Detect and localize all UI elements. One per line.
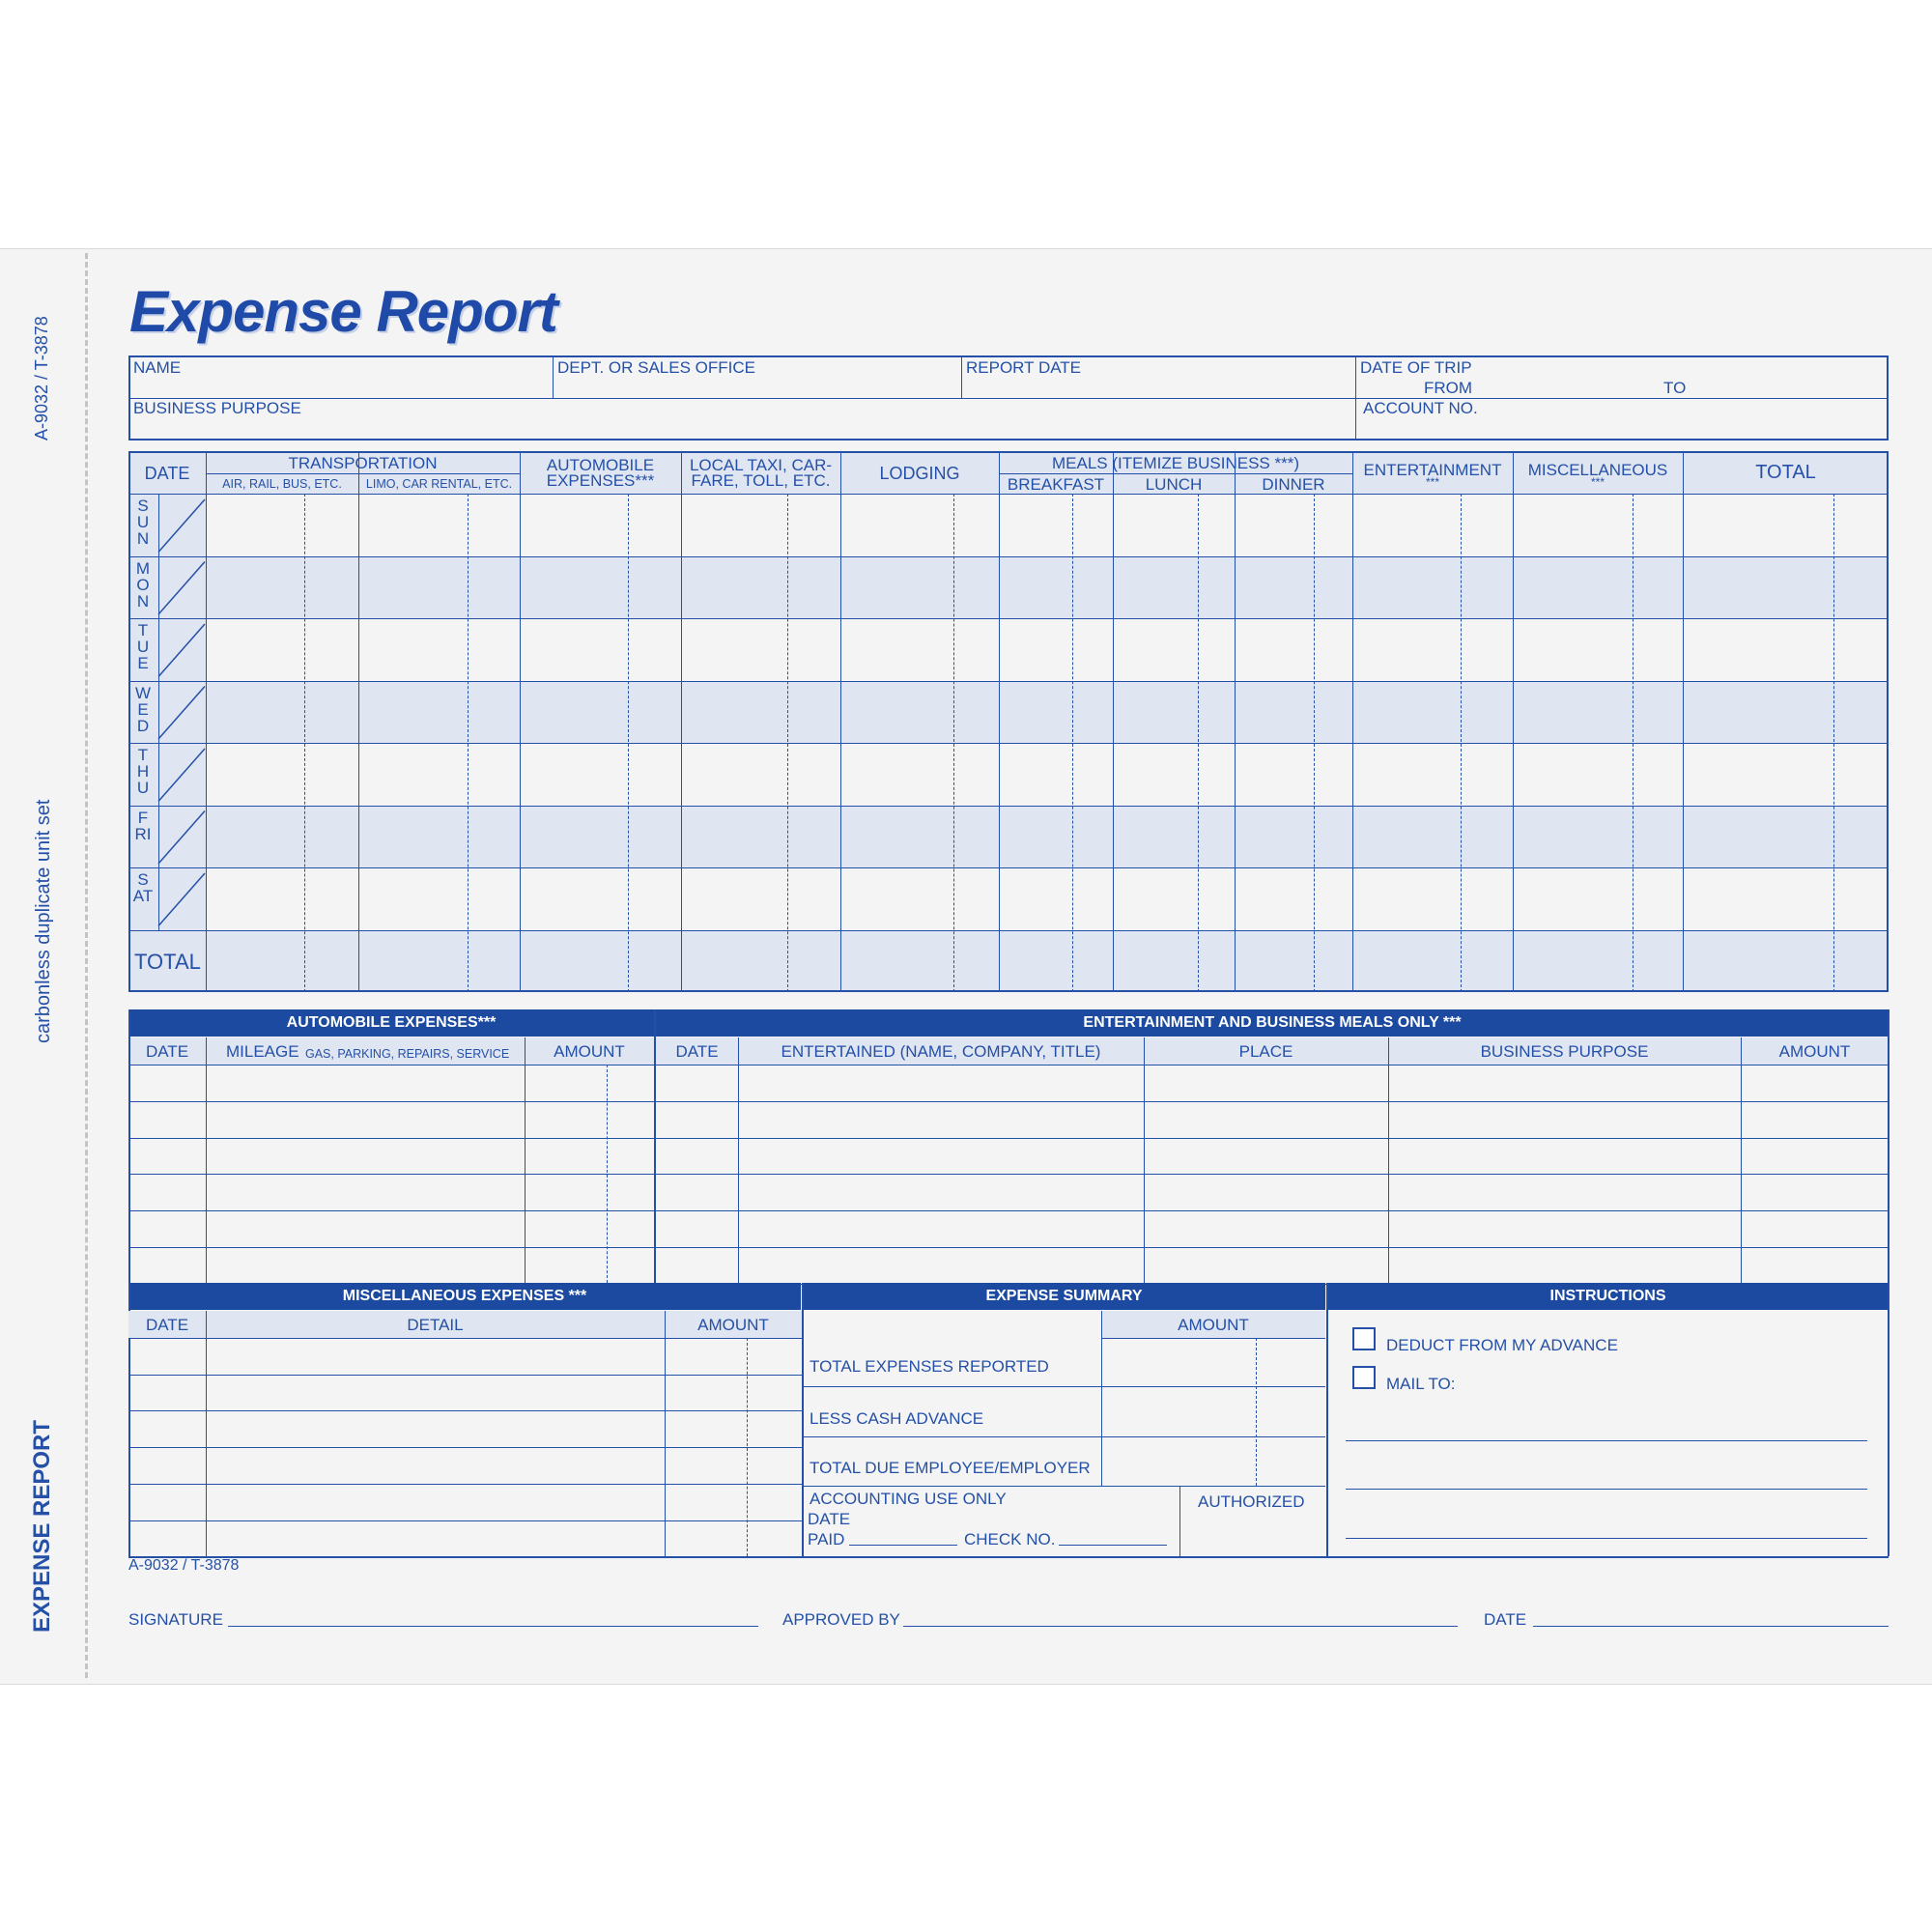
cents-separator	[787, 494, 788, 992]
total-row-label: TOTAL	[134, 949, 201, 974]
authorized-divider	[1179, 1486, 1180, 1556]
misc-row-line	[128, 1375, 802, 1376]
misc-amount-header: AMOUNT	[697, 1316, 769, 1334]
header-sep	[961, 355, 962, 398]
mid-row-line	[128, 1247, 1889, 1248]
header-sep	[553, 355, 554, 398]
header-air-rail: AIR, RAIL, BUS, ETC.	[222, 477, 342, 491]
header-transportation: TRANSPORTATION	[288, 454, 438, 472]
auto-amount-header: AMOUNT	[554, 1042, 625, 1061]
mid-column-line	[1741, 1037, 1742, 1283]
grid-row-line	[128, 806, 1889, 807]
mail-address-line[interactable]	[1346, 1489, 1867, 1490]
instructions-section-title: INSTRUCTIONS	[1327, 1283, 1889, 1310]
auto-section-title: AUTOMOBILE EXPENSES***	[128, 1009, 654, 1037]
cents-separator	[1633, 494, 1634, 992]
auto-date-header: DATE	[145, 1042, 189, 1061]
header-dinner: DINNER	[1262, 475, 1325, 494]
grid-column-line	[1235, 451, 1236, 992]
grid-row-line	[128, 867, 1889, 868]
mid-row-line	[128, 1138, 1889, 1139]
summary-amount-header: AMOUNT	[1178, 1316, 1249, 1334]
header-total: TOTAL	[1755, 462, 1816, 483]
signature-label: SIGNATURE	[128, 1610, 223, 1629]
bottom-right-border	[1888, 1283, 1889, 1556]
ent-purpose-header: BUSINESS PURPOSE	[1480, 1042, 1649, 1061]
approved-by-label: APPROVED BY	[782, 1610, 900, 1629]
grid-column-line	[206, 451, 207, 992]
header-taxi-1: LOCAL TAXI, CAR-	[689, 456, 833, 474]
check-no-line[interactable]	[1059, 1545, 1167, 1546]
mid-row-line	[128, 1210, 1889, 1211]
sub-header-line	[999, 473, 1352, 474]
mail-address-line[interactable]	[1346, 1440, 1867, 1441]
account-no-field-label[interactable]: ACCOUNT NO.	[1363, 399, 1478, 417]
total-expenses-reported-label: TOTAL EXPENSES REPORTED	[810, 1357, 1049, 1376]
header-entertainment-stars: ***	[1425, 475, 1439, 489]
mail-address-line[interactable]	[1346, 1538, 1867, 1539]
ent-amount-header: AMOUNT	[1778, 1042, 1851, 1061]
deduct-checkbox[interactable]	[1352, 1327, 1376, 1350]
name-field-label[interactable]: NAME	[133, 358, 182, 377]
day-label-thu: THU	[136, 746, 150, 797]
summary-instructions-divider	[1326, 1283, 1328, 1556]
grid-column-line	[520, 451, 521, 992]
mid-column-line	[206, 1037, 207, 1283]
summary-amount-header-bottom	[1101, 1338, 1325, 1339]
deduct-label: DEDUCT FROM MY ADVANCE	[1386, 1336, 1618, 1354]
misc-row-line	[128, 1520, 802, 1521]
header-misc-stars: ***	[1590, 475, 1605, 489]
grid-column-line	[1352, 451, 1353, 992]
grid-row-line	[128, 618, 1889, 619]
grid-row-line	[128, 930, 1889, 931]
mid-column-line	[525, 1037, 526, 1283]
misc-row-line	[128, 1410, 802, 1411]
summary-row-line	[803, 1486, 1325, 1487]
misc-summary-divider	[802, 1283, 804, 1556]
mail-to-label: MAIL TO:	[1386, 1375, 1456, 1393]
header-limo: LIMO, CAR RENTAL, ETC.	[365, 477, 513, 491]
sub-header-line	[206, 473, 520, 474]
auto-mileage-note: GAS, PARKING, REPAIRS, SERVICE	[305, 1047, 510, 1061]
ent-date-header: DATE	[675, 1042, 719, 1061]
summary-section-title: EXPENSE SUMMARY	[803, 1283, 1325, 1310]
page-title: Expense Report	[129, 279, 557, 344]
footer-form-code: A-9032 / T-3878	[128, 1557, 240, 1574]
mid-column-line	[1388, 1037, 1389, 1283]
perforation-line	[85, 253, 88, 1678]
day-label-sat: SAT	[132, 870, 154, 905]
misc-section-title: MISCELLANEOUS EXPENSES ***	[128, 1283, 801, 1310]
header-divider	[128, 398, 1355, 399]
day-label-sun: SUN	[136, 497, 150, 548]
cents-separator	[1072, 494, 1073, 992]
less-cash-advance-label: LESS CASH ADVANCE	[810, 1409, 984, 1428]
header-breakfast: BREAKFAST	[1007, 475, 1105, 494]
cents-separator	[1198, 494, 1199, 992]
grid-column-line	[999, 451, 1000, 992]
mid-column-line	[1144, 1037, 1145, 1283]
cents-separator	[304, 494, 305, 992]
header-sep	[1355, 355, 1356, 440]
daily-grid-border	[128, 451, 1889, 992]
header-entertainment: ENTERTAINMENT	[1363, 461, 1502, 479]
accounting-use-label: ACCOUNTING USE ONLY	[810, 1490, 1007, 1508]
grid-row-line	[128, 681, 1889, 682]
dept-field-label[interactable]: DEPT. OR SALES OFFICE	[557, 358, 755, 377]
margin-carbonless: carbonless duplicate unit set	[33, 799, 54, 1043]
day-slash-column	[158, 494, 159, 930]
header-taxi-2: FARE, TOLL, ETC.	[691, 471, 831, 490]
trip-to-label[interactable]: TO	[1663, 379, 1687, 397]
summary-row-line	[803, 1386, 1325, 1387]
paid-line[interactable]	[849, 1545, 957, 1546]
misc-date-header: DATE	[145, 1316, 189, 1334]
accounting-paid-label: PAID	[808, 1530, 845, 1548]
check-no-label: CHECK NO.	[964, 1530, 1056, 1548]
cents-separator	[1833, 494, 1834, 992]
mid-column-line	[738, 1037, 739, 1283]
cents-separator	[1314, 494, 1315, 992]
grid-column-line	[1683, 451, 1684, 992]
footer-date-label: DATE	[1484, 1610, 1527, 1629]
header-miscellaneous: MISCELLANEOUS	[1527, 461, 1668, 479]
misc-row-line	[128, 1447, 802, 1448]
cents-separator	[1461, 494, 1462, 992]
day-label-fri: FRI	[134, 808, 152, 843]
approved-by-line[interactable]	[903, 1626, 1458, 1627]
mail-to-checkbox[interactable]	[1352, 1366, 1376, 1389]
mid-row-line	[128, 1101, 1889, 1102]
misc-detail-header: DETAIL	[407, 1316, 464, 1334]
header-lodging: LODGING	[879, 464, 960, 483]
grid-column-line	[1513, 451, 1514, 992]
bottom-border	[128, 1556, 1889, 1558]
margin-report-label: EXPENSE REPORT	[29, 1419, 55, 1633]
authorized-label: AUTHORIZED	[1198, 1492, 1305, 1511]
margin-form-code: A-9032 / T-3878	[32, 316, 51, 440]
ent-section-title: ENTERTAINMENT AND BUSINESS MEALS ONLY ***	[656, 1009, 1889, 1037]
misc-header-bottom	[128, 1338, 802, 1339]
trip-from-label[interactable]: FROM	[1424, 379, 1473, 397]
business-purpose-field-label[interactable]: BUSINESS PURPOSE	[133, 399, 301, 417]
day-label-mon: MON	[135, 558, 151, 611]
ent-place-header: PLACE	[1238, 1042, 1293, 1061]
header-lunch: LUNCH	[1145, 475, 1203, 494]
accounting-date-label: DATE	[808, 1510, 851, 1528]
mid-row-line	[128, 1174, 1889, 1175]
grid-column-line	[1113, 451, 1114, 992]
ent-entertained-header: ENTERTAINED (NAME, COMPANY, TITLE)	[781, 1042, 1101, 1061]
report-date-field-label[interactable]: REPORT DATE	[966, 358, 1082, 377]
auto-mileage-header: MILEAGE	[226, 1042, 299, 1061]
grid-column-line	[358, 451, 359, 992]
summary-cents-separator	[1256, 1338, 1257, 1486]
date-of-trip-label: DATE OF TRIP	[1360, 358, 1472, 377]
cents-separator	[628, 494, 629, 992]
misc-row-line	[128, 1484, 802, 1485]
grid-row-line	[128, 556, 1889, 557]
cents-separator	[953, 494, 954, 992]
day-label-tue: TUE	[136, 621, 150, 672]
footer-date-line[interactable]	[1533, 1626, 1889, 1627]
summary-row-line	[803, 1436, 1325, 1437]
header-auto-2: EXPENSES***	[546, 471, 655, 490]
grid-row-line	[128, 743, 1889, 744]
header-meals: MEALS (ITEMIZE BUSINESS ***)	[1052, 454, 1299, 472]
grid-column-line	[681, 451, 682, 992]
grid-column-line	[840, 451, 841, 992]
day-label-wed: WED	[134, 683, 152, 735]
signature-line[interactable]	[228, 1626, 758, 1627]
cents-separator	[468, 494, 469, 992]
total-due-label: TOTAL DUE EMPLOYEE/EMPLOYER	[810, 1459, 1091, 1477]
header-date: DATE	[144, 464, 190, 483]
header-auto-1: AUTOMOBILE	[546, 456, 655, 474]
